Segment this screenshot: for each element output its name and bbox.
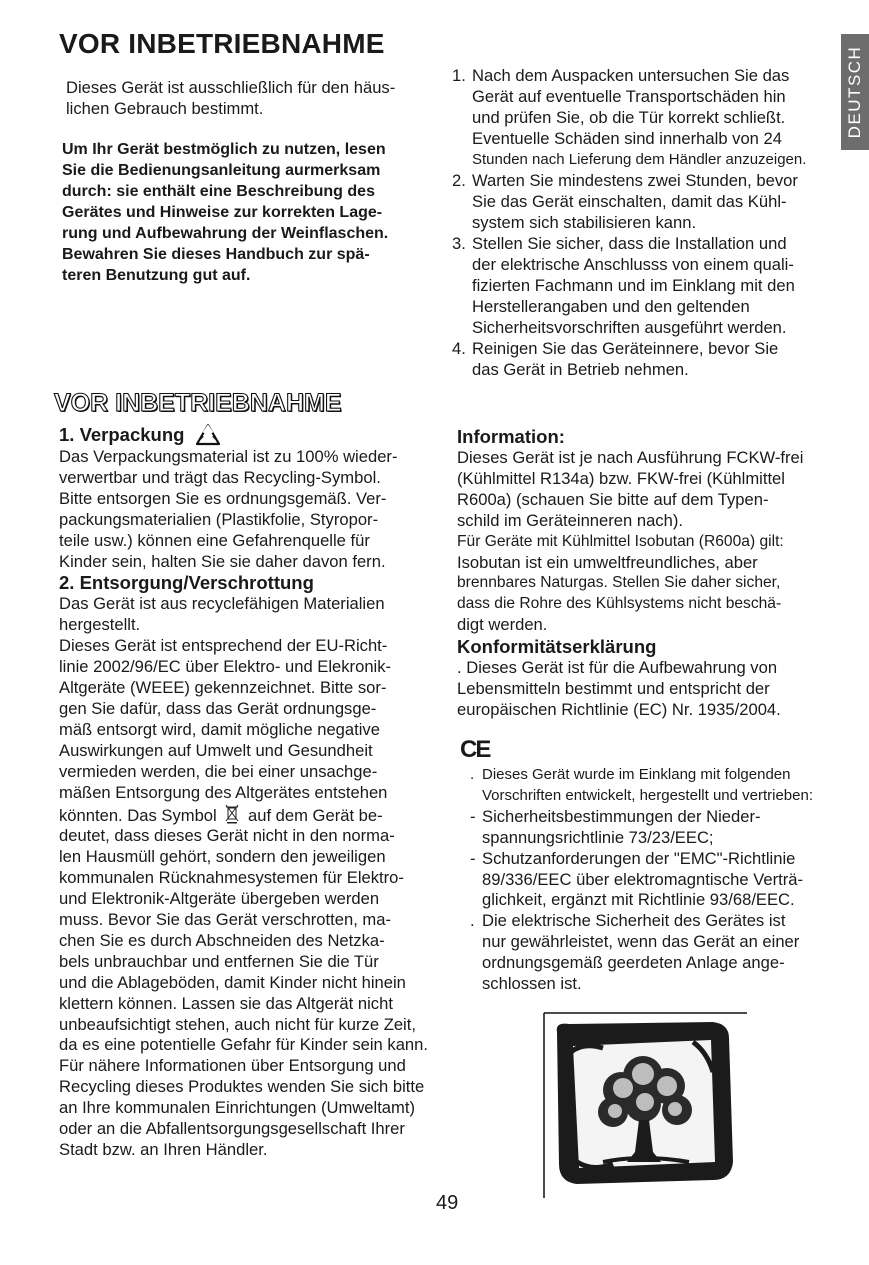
step-item: 2. Warten Sie mindestens zwei Stunden, bevor Sie das Gerät einschalten, damit das Kühl- system sich stabilisieren kann.	[452, 171, 798, 232]
setup-steps-list	[452, 65, 847, 380]
information-text: Dieses Gerät ist je nach Ausführung FCKW-frei (Kühlmittel R134a) bzw. FKW-frei (Kühlmittel R600a) (schauen Sie bitte auf dem Typen- schild im Geräteinneren nach). Für Geräte mit Kühlmittel Isobutan (R600a) gilt: Isobutan ist ein umweltfreundliches, aber brennbares Naturgas. Stellen Sie daher sicher, dass die Rohre des Kühlsystems nicht beschä- digt werden.	[457, 448, 804, 635]
ce-item: - Schutzanforderungen der "EMC"-Richtlinie 89/336/EEC über elektromagntische Verträ- glichkeit, ergänzt mit Richtlinie 93/68/EEC.	[470, 848, 803, 910]
step-item: 4. Reinigen Sie das Geräteinnere, bevor Sie das Gerät in Betrieb nehmen.	[452, 339, 779, 379]
page-number: 49	[436, 1192, 459, 1214]
language-tab: DEUTSCH	[841, 34, 869, 150]
packaging-text: Das Verpackungsmaterial ist zu 100% wieder- verwertbar und trägt das Recycling-Symbol. Bitte entsorgen Sie es ordnungsgemäß. Ver- packungsmaterialien (Plastikfolie, Styropor- teile usw.) können eine Gefahrenquelle für Kinder sein, halten Sie sie daher davon fern.	[59, 447, 398, 571]
step-item: 3. Stellen Sie sicher, dass die Installation und der elektrische Anschlusss von einem quali- fizierten Fachmann und im Einklang mit den Herstellerangaben und den geltenden Sicherheitsvorschriften ausgeführt werden.	[452, 234, 795, 337]
intro-note: Dieses Gerät ist ausschließlich für den häus- lichen Gebrauch bestimmt.	[66, 78, 396, 118]
ce-item: . Die elektrische Sicherheit des Gerätes ist nur gewährleistet, wenn das Gerät an einer ordnungsgemäß geerdeten Anlage ange- schlossen ist.	[470, 911, 800, 994]
conformity-text: . Dieses Gerät ist für die Aufbewahrung von Lebensmitteln bestimmt und entspricht der europäischen Richtlinie (EC) Nr. 1935/2004.	[457, 658, 781, 719]
section-title: VOR INBETRIEBNAHME	[54, 389, 342, 417]
recycling-icon	[194, 423, 222, 447]
right-column	[457, 426, 852, 721]
ce-mark: CE	[460, 736, 490, 763]
page-title: VOR INBETRIEBNAHME	[59, 28, 385, 59]
information-heading: Information:	[457, 426, 565, 447]
weee-bin-icon	[225, 804, 239, 824]
ce-intro: . Dieses Gerät wurde im Einklang mit folgenden Vorschriften entwickelt, hergestellt und vertrieben:	[470, 766, 814, 804]
left-column	[59, 423, 474, 1161]
conformity-heading: Konformitätserklärung	[457, 636, 657, 658]
disposal-text: Das Gerät ist aus recyclefähigen Materialien hergestellt. Dieses Gerät ist entsprechend der EU-Richt- linie 2002/96/EC über Elektro- und Elekronik- Altgeräte (WEEE) gekennzeichnet. Bitte sor- gen Sie dafür, dass das Gerät ordnungsge- mäß entsorgt wird, damit mögliche negative Auswirkungen auf Umwelt und Gesundheit vermieden werden, die bei einer unsachge- mäßen Entsorgung des Altgerätes entstehen könnten. Das Symbol auf dem Gerät be- deutet, dass dieses Gerät nicht in den norma- len Hausmüll gehört, sondern den jeweiligen kommunalen Rücknahmesystemen für Elektro- und Elektronik-Altgeräte übergeben werden muss. Bevor Sie das Gerät verschrotten, ma- chen Sie es durch Abschneiden des Netzka- bels unbrauchbar und entfernen Sie die Tür und die Ablageböden, damit Kinder nicht hinein klettern können. Lassen sie das Altgerät nicht unbeaufsichtigt stehen, auch nicht für kurze Zeit, da es eine potentielle Gefahr für Kinder sein kann. Für nähere Informationen über Entsorgung und Recycling dieses Produktes wenden Sie sich bitte an Ihre kommunalen Einrichtungen (Umweltamt) oder an die Abfallentsorgungsgesellschaft Ihrer Stadt bzw. an Ihren Händler.	[59, 594, 428, 1159]
packaging-heading: 1. Verpackung	[59, 423, 474, 447]
ce-item: - Sicherheitsbestimmungen der Nieder- spannungsrichtlinie 73/23/EEC;	[470, 806, 761, 847]
tree-logo	[543, 1012, 751, 1200]
intro-bold-paragraph: Um Ihr Gerät bestmöglich zu nutzen, lesen Sie die Bedienungsanleitung aurmerksam durch: sie enthält eine Beschreibung des Gerätes und Hinweise zur korrekten Lage- rung und Aufbewahrung der Weinflaschen. Bewahren Sie dieses Handbuch zur spä- teren Benutzung gut auf.	[62, 141, 389, 284]
disposal-heading: 2. Entsorgung/Verschrottung	[59, 572, 314, 594]
ce-declaration	[470, 765, 855, 995]
step-item: 1. Nach dem Auspacken untersuchen Sie das Gerät auf eventuelle Transportschäden hin und prüfen Sie, ob die Tür korrekt schließt. Eventuelle Schäden sind innerhalb von 24 Stunden nach Lieferung dem Händler anzuzeigen.	[452, 66, 807, 168]
